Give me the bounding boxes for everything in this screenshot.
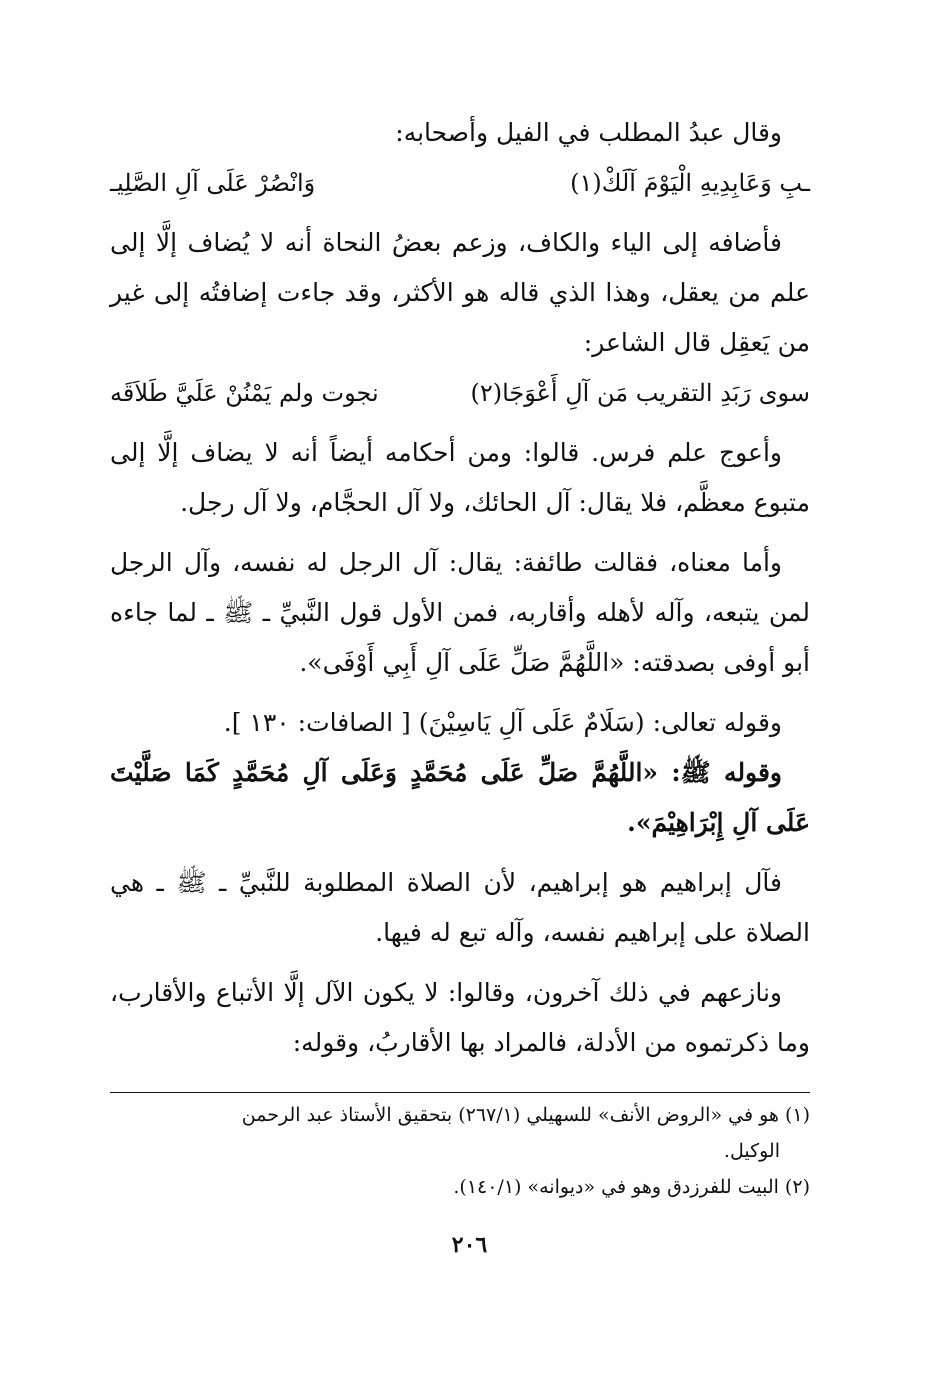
verse-2-second-hemistich: سوى رَبَدِ التقريب مَن آلِ أَعْوَجَا(٢) bbox=[470, 379, 810, 407]
footnote-2: (٢) البيت للفرزدق وهو في «ديوانه» (١٤٠/١). bbox=[453, 1176, 810, 1198]
main-text bbox=[110, 108, 810, 1068]
verse-2 bbox=[110, 368, 810, 418]
verse-1 bbox=[110, 158, 810, 208]
verse-1-first-hemistich: وَانْصُرْ عَلَى آلِ الصَّلِيـ bbox=[110, 169, 316, 197]
footnote-1: (١) هو في «الروض الأنف» للسهيلي (٢٦٧/١) بتحقيق الأستاذ عبد الرحمن bbox=[241, 1104, 810, 1126]
paragraph-4: وأما معناه، فقالت طائفة: يقال: آل الرجل له نفسه، وآل الرجل لمن يتبعه، وآله لأهله وأقاربه، فمن الأول قول النَّبيِّ ـ ﷺ ـ لما جاءه أبو أوفى بصدقته: «اللَّهُمَّ صَلِّ عَلَى آلِ أَبِي أَوْفَى». bbox=[110, 548, 810, 677]
paragraph-7: فآل إبراهيم هو إبراهيم، لأن الصلاة المطلوبة للنَّبيِّ ـ ﷺ ـ هي الصلاة على إبراهيم نفسه، وآله تبع له فيها. bbox=[110, 868, 810, 947]
paragraph-2: فأضافه إلى الياء والكاف، وزعم بعضُ النحاة أنه لا يُضاف إلَّا إلى علم من يعقل، وهذا الذي قاله هو الأكثر، وقد جاءت إضافتُه إلى غير من يَعقِل قال الشاعر: bbox=[110, 228, 810, 357]
footnote-1-continuation: الوكيل. bbox=[723, 1140, 780, 1162]
paragraph-8: ونازعهم في ذلك آخرون، وقالوا: لا يكون الآل إلَّا الأتباع والأقارب، وما ذكرتموه من الأدلة، فالمراد بها الأقاربُ، وقوله: bbox=[110, 978, 810, 1057]
verse-2-first-hemistich: نجوت ولم يَمْنُنْ عَلَيَّ طَلاَقَه bbox=[110, 379, 379, 407]
verse-1-second-hemistich: ـبِ وَعَابِدِيهِ الْيَوْمَ آلَكْ(١) bbox=[570, 169, 810, 197]
paragraph-3: وأعوج علم فرس. قالوا: ومن أحكامه أيضاً أنه لا يضاف إلَّا إلى متبوع معظَّم، فلا يقال: آل الحائك، ولا آل الحجَّام، ولا آل رجل. bbox=[110, 438, 810, 517]
paragraph-5: وقوله تعالى: (سَلَامٌ عَلَى آلِ يَاسِيْنَ) [ الصافات: ١٣٠ ]. bbox=[223, 708, 782, 737]
footnotes bbox=[110, 1092, 810, 1205]
paragraph-6: وقوله ﷺ: «اللَّهُمَّ صَلِّ عَلَى مُحَمَّدٍ وَعَلَى آلِ مُحَمَّدٍ كَمَا صَلَّيْتَ عَلَى آلِ إِبْرَاهِيْمَ». bbox=[110, 758, 810, 837]
page-number: ٢٠٦ bbox=[451, 1232, 488, 1258]
paragraph-intro-verse-1: وقال عبدُ المطلب في الفيل وأصحابه: bbox=[395, 118, 782, 147]
